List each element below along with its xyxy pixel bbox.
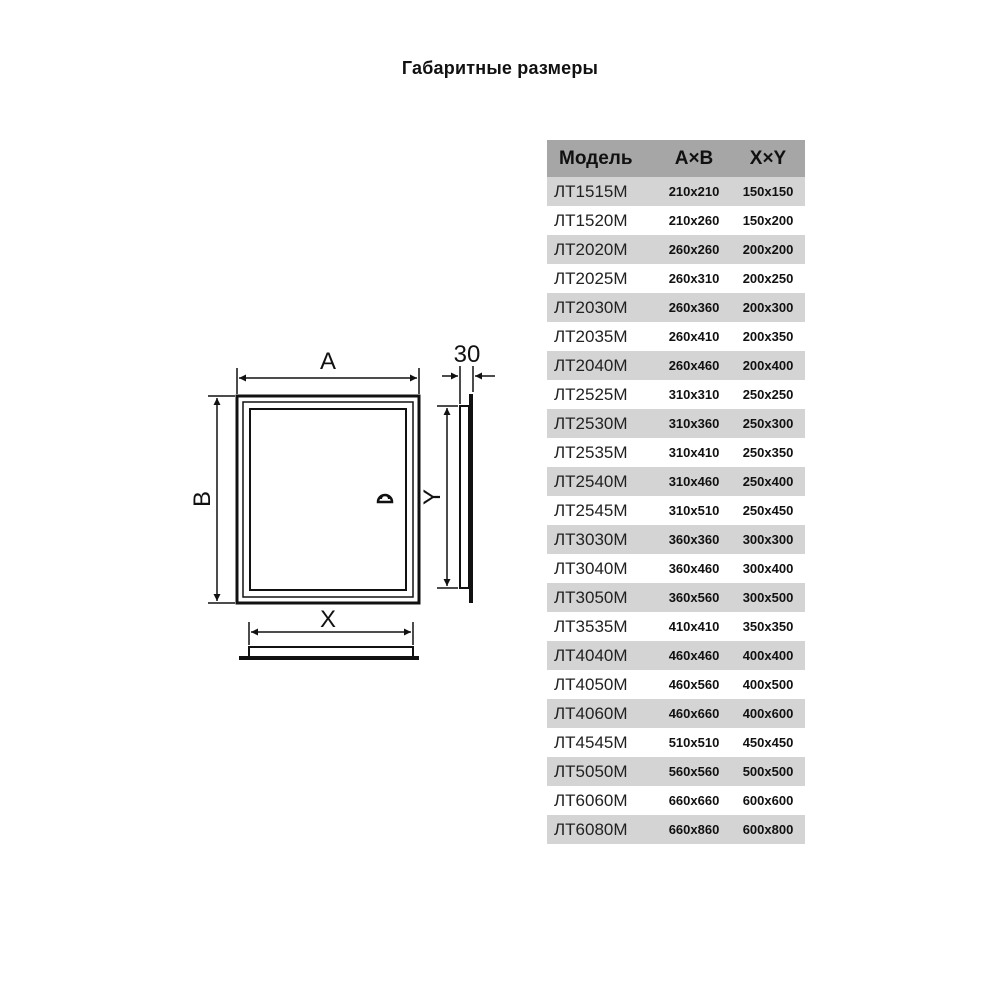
table-row (547, 293, 805, 322)
inner-frame (243, 402, 413, 597)
cell-xy: 600x600 (742, 793, 794, 808)
table-row (547, 699, 805, 728)
dimension-depth (442, 366, 495, 404)
cell-xy: 250x250 (742, 387, 794, 402)
cell-ab: 360x460 (668, 561, 720, 576)
cell-ab: 260x460 (657, 351, 731, 380)
cell-xy: 300x400 (742, 561, 794, 576)
cell-xy: 350x350 (742, 619, 794, 634)
cell-ab: 260x360 (657, 293, 731, 322)
table-row (547, 351, 805, 380)
cell-model: ЛТ2025М (554, 268, 628, 288)
cell-model: ЛТ2540М (547, 467, 657, 496)
cell-xy: 200x250 (742, 271, 794, 286)
handle-fill (381, 495, 389, 499)
page-title: Габаритные размеры (401, 58, 599, 78)
cell-model: ЛТ1520М (554, 210, 628, 230)
cell-model: ЛТ1515М (547, 177, 657, 206)
label-a: A (319, 348, 337, 375)
cell-xy: 400x400 (731, 641, 805, 670)
table-header-row (547, 140, 805, 177)
table-row (547, 438, 805, 467)
table-row (547, 409, 805, 438)
table-row (547, 583, 805, 612)
cell-model: ЛТ2530М (547, 409, 657, 438)
cell-ab: 310x410 (668, 445, 720, 460)
cell-model: ЛТ3050М (547, 583, 657, 612)
cell-ab: 660x660 (668, 793, 720, 808)
cell-model: ЛТ2535М (554, 442, 628, 462)
cell-xy: 300x500 (731, 583, 805, 612)
cell-xy: 250x450 (742, 503, 794, 518)
cell-model: ЛТ4050М (554, 674, 628, 694)
table-row (547, 235, 805, 264)
cell-ab: 310x310 (668, 387, 720, 402)
table-row (547, 757, 805, 786)
table-row (547, 641, 805, 670)
table-row (547, 554, 805, 583)
cell-model: ЛТ6080М (547, 815, 657, 844)
cell-ab: 560x560 (657, 757, 731, 786)
cell-xy: 250x350 (742, 445, 794, 460)
cell-model: ЛТ2030М (547, 293, 657, 322)
cell-ab: 460x560 (668, 677, 720, 692)
label-b: B (189, 490, 216, 508)
table-row (547, 786, 805, 815)
cell-xy: 400x500 (742, 677, 794, 692)
cell-xy: 250x300 (731, 409, 805, 438)
table-row (547, 670, 805, 699)
table-body (547, 177, 805, 844)
table-row (547, 322, 805, 351)
cell-ab: 260x310 (668, 271, 720, 286)
table-row (547, 467, 805, 496)
cell-model: ЛТ2525М (554, 384, 628, 404)
cell-model: ЛТ5050М (547, 757, 657, 786)
cell-ab: 310x460 (657, 467, 731, 496)
cell-model: ЛТ2020М (547, 235, 657, 264)
table-row (547, 264, 805, 293)
table-row (547, 496, 805, 525)
label-depth: 30 (453, 341, 481, 368)
dimensions-table (547, 140, 805, 844)
cell-model: ЛТ4040М (547, 641, 657, 670)
cell-model: ЛТ2545М (554, 500, 628, 520)
cell-xy: 200x400 (731, 351, 805, 380)
cell-ab: 310x510 (668, 503, 720, 518)
cell-xy: 150x200 (742, 213, 794, 228)
cell-model: ЛТ4060М (547, 699, 657, 728)
cell-model: ЛТ3030М (547, 525, 657, 554)
cell-model: ЛТ2035М (554, 326, 628, 346)
table-row (547, 525, 805, 554)
table-row (547, 177, 805, 206)
cell-ab: 360x360 (657, 525, 731, 554)
cell-ab: 260x410 (668, 329, 720, 344)
cell-model: ЛТ3040М (554, 558, 628, 578)
header-model: Модель (547, 140, 657, 177)
side-profile (460, 394, 471, 603)
table-row (547, 815, 805, 844)
cell-model: ЛТ6060М (554, 790, 628, 810)
cell-ab: 460x460 (657, 641, 731, 670)
header-xy: X×Y (731, 140, 805, 177)
cell-ab: 660x860 (657, 815, 731, 844)
cell-xy: 250x400 (731, 467, 805, 496)
bottom-profile (239, 647, 419, 658)
cell-model: ЛТ4545М (554, 732, 628, 752)
cell-xy: 200x200 (731, 235, 805, 264)
cell-xy: 150x150 (731, 177, 805, 206)
cell-xy: 300x300 (731, 525, 805, 554)
cell-ab: 510x510 (668, 735, 720, 750)
label-x: X (319, 606, 337, 633)
table-row (547, 380, 805, 409)
table-row (547, 728, 805, 757)
cell-xy: 200x300 (731, 293, 805, 322)
door-panel (250, 409, 406, 590)
cell-xy: 600x800 (731, 815, 805, 844)
cell-ab: 310x360 (657, 409, 731, 438)
label-y: Y (419, 488, 446, 506)
cell-ab: 210x210 (657, 177, 731, 206)
cell-ab: 410x410 (668, 619, 720, 634)
cell-model: ЛТ2040М (547, 351, 657, 380)
table-row (547, 206, 805, 235)
header-ab: A×B (657, 140, 731, 177)
cell-ab: 260x260 (657, 235, 731, 264)
table-row (547, 612, 805, 641)
cell-xy: 400x600 (731, 699, 805, 728)
cell-ab: 360x560 (657, 583, 731, 612)
cell-xy: 450x450 (742, 735, 794, 750)
cell-ab: 460x660 (657, 699, 731, 728)
cell-xy: 500x500 (731, 757, 805, 786)
cell-ab: 210x260 (668, 213, 720, 228)
cell-model: ЛТ3535М (554, 616, 628, 636)
cell-xy: 200x350 (742, 329, 794, 344)
